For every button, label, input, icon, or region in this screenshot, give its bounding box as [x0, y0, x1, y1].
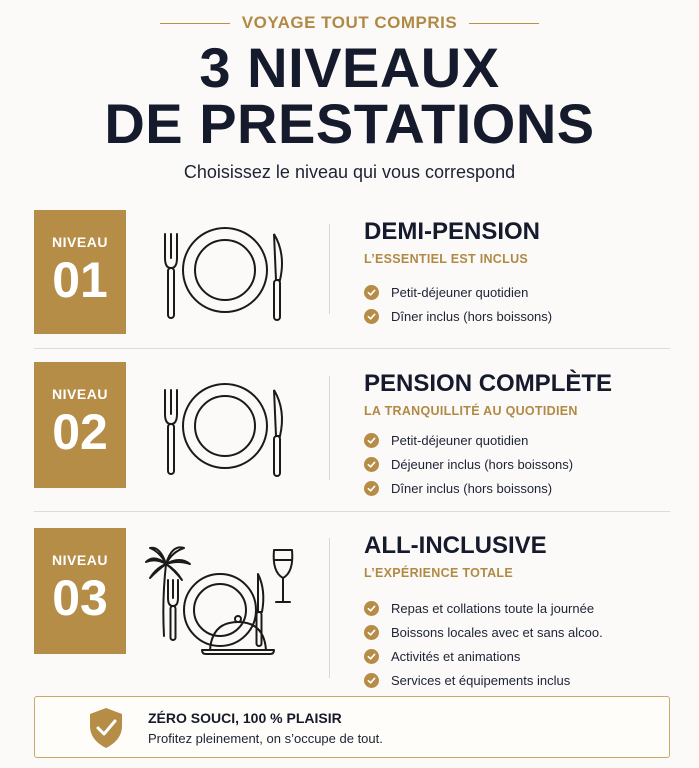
- tier-3-number: 03: [52, 570, 108, 626]
- kicker-line-right: [469, 23, 539, 24]
- tier-3-features: [364, 596, 664, 692]
- check-icon: [364, 601, 379, 616]
- tier-3-badge: [34, 528, 126, 654]
- tier-2-divider: [329, 376, 330, 480]
- tier-1-features: [364, 280, 664, 328]
- feature-item: [364, 644, 664, 668]
- tier-3-content: [364, 532, 664, 692]
- tier-2-level-label: NIVEAU: [52, 386, 108, 402]
- page-title-line2: DE PRESTATIONS: [104, 92, 595, 155]
- tier-2-badge: [34, 362, 126, 488]
- tier-separator: [34, 511, 670, 512]
- tier-2-number: 02: [52, 404, 108, 460]
- feature-item: [364, 452, 664, 476]
- tier-2-features: [364, 428, 664, 500]
- feature-item: [364, 428, 664, 452]
- feature-label: Activités et animations: [391, 648, 521, 664]
- check-icon: [364, 309, 379, 324]
- plate-fork-knife-icon: [146, 210, 296, 330]
- feature-label: Boissons locales avec et sans alcoo.: [391, 624, 603, 640]
- page-subtitle: Choisissez le niveau qui vous correspond: [183, 162, 516, 182]
- feature-label: Déjeuner inclus (hors boissons): [391, 456, 574, 472]
- tier-3-tagline: L’EXPÉRIENCE TOTALE: [364, 566, 514, 580]
- kicker-row: [0, 12, 699, 34]
- feature-item: [364, 476, 664, 500]
- tier-2-tagline: LA TRANQUILLITÉ AU QUOTIDIEN: [364, 404, 578, 418]
- check-icon: [364, 481, 379, 496]
- tier-separator: [34, 348, 670, 349]
- check-icon: [364, 433, 379, 448]
- feature-label: Petit-déjeuner quotidien: [391, 432, 529, 448]
- feature-item: [364, 596, 664, 620]
- tier-1-tagline: L’ESSENTIEL EST INCLUS: [364, 252, 529, 266]
- feature-label: Repas et collations toute la journée: [391, 600, 595, 616]
- tier-2: [34, 362, 670, 496]
- feature-item: [364, 668, 664, 692]
- check-icon: [364, 673, 379, 688]
- feature-item: [364, 620, 664, 644]
- page-title-line1: 3 NIVEAUX: [199, 36, 500, 99]
- tier-1-name: DEMI-PENSION: [364, 218, 541, 245]
- feature-label: Dîner inclus (hors boissons): [391, 480, 553, 496]
- footer-title: ZÉRO SOUCI, 100 % PLAISIR: [148, 710, 342, 726]
- feature-label: Services et équipements inclus: [391, 672, 571, 688]
- tier-3-level-label: NIVEAU: [52, 552, 108, 568]
- footer-banner: [34, 696, 670, 758]
- tier-2-name: PENSION COMPLÈTE: [364, 370, 613, 397]
- feature-label: Petit-déjeuner quotidien: [391, 284, 529, 300]
- feature-item: [364, 280, 664, 304]
- tier-1-number: 01: [52, 252, 108, 308]
- tier-1-level-label: NIVEAU: [52, 234, 108, 250]
- check-icon: [364, 649, 379, 664]
- footer-text: Profitez pleinement, on s’occupe de tout.: [148, 731, 383, 746]
- tier-1: [34, 210, 670, 334]
- feature-item: [364, 304, 664, 328]
- tier-1-content: [364, 218, 664, 328]
- check-icon: [364, 457, 379, 472]
- tier-2-content: [364, 370, 664, 500]
- tier-1-divider: [329, 224, 330, 314]
- tier-1-badge: [34, 210, 126, 334]
- tier-3: [34, 528, 670, 688]
- check-icon: [364, 285, 379, 300]
- page-title: [0, 36, 699, 155]
- palm-cloche-wine-icon: [142, 540, 302, 674]
- kicker: VOYAGE TOUT COMPRIS: [241, 13, 458, 32]
- check-icon: [364, 625, 379, 640]
- shield-check-icon: [87, 706, 125, 750]
- tier-3-divider: [329, 538, 330, 678]
- plate-fork-knife-icon: [146, 366, 296, 486]
- kicker-line-left: [160, 23, 230, 24]
- tier-3-name: ALL-INCLUSIVE: [364, 532, 547, 559]
- feature-label: Dîner inclus (hors boissons): [391, 308, 553, 324]
